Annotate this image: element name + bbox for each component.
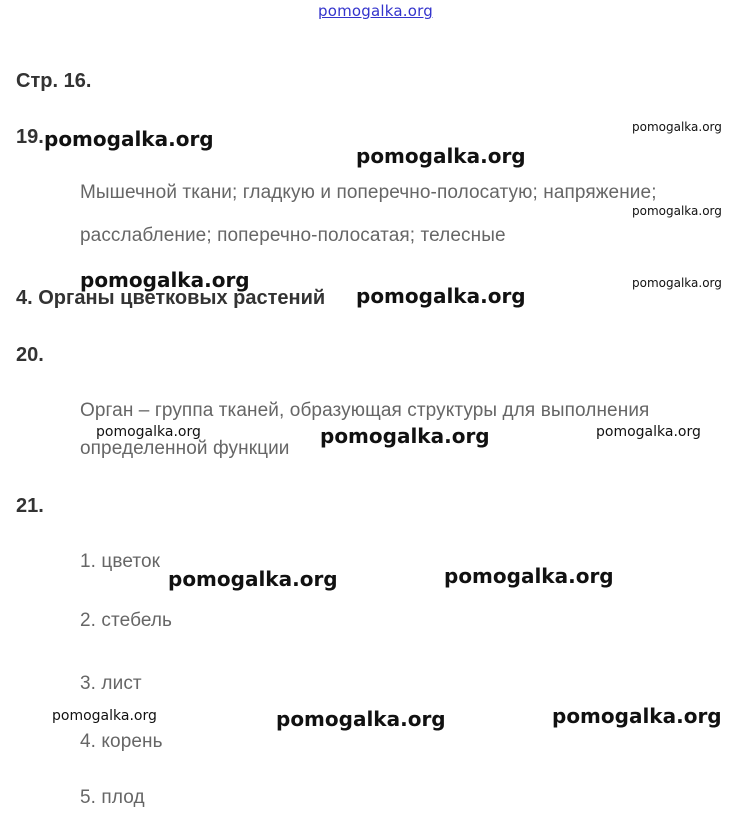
question-19-answer-line-1: Мышечной ткани; гладкую и поперечно-полосатую; напряжение;	[80, 182, 657, 203]
page-heading: Стр. 16.	[16, 70, 92, 92]
watermark: pomogalka.org	[96, 424, 201, 440]
section-title: 4. Органы цветковых растений	[16, 287, 326, 309]
list-item: 5. плод	[80, 787, 145, 808]
question-19-number: 19.	[16, 126, 44, 148]
watermark: pomogalka.org	[632, 276, 722, 290]
list-item: 2. стебель	[80, 610, 173, 631]
watermark: pomogalka.org	[444, 564, 614, 588]
watermark: pomogalka.org	[552, 704, 722, 728]
list-item: 4. корень	[80, 731, 163, 752]
question-20-answer-line-2: определенной функции	[80, 438, 290, 459]
watermark: pomogalka.org	[632, 204, 722, 218]
watermark: pomogalka.org	[52, 708, 157, 724]
watermark: pomogalka.org	[356, 284, 526, 308]
watermark: pomogalka.org	[276, 707, 446, 731]
watermark: pomogalka.org	[168, 567, 338, 591]
watermark: pomogalka.org	[356, 144, 526, 168]
question-21-number: 21.	[16, 495, 44, 517]
question-19-answer-line-2: расслабление; поперечно-полосатая; телесные	[80, 225, 506, 246]
list-item: 3. лист	[80, 673, 142, 694]
watermark: pomogalka.org	[596, 424, 701, 440]
watermark: pomogalka.org	[44, 127, 214, 151]
question-20-number: 20.	[16, 344, 44, 366]
list-item: 1. цветок	[80, 551, 161, 572]
watermark: pomogalka.org	[632, 120, 722, 134]
watermark: pomogalka.org	[320, 424, 490, 448]
question-20-answer-line-1: Орган – группа тканей, образующая структуры для выполнения	[80, 400, 650, 421]
watermark: pomogalka.org	[80, 268, 250, 292]
watermark-top-link[interactable]: pomogalka.org	[318, 2, 433, 20]
